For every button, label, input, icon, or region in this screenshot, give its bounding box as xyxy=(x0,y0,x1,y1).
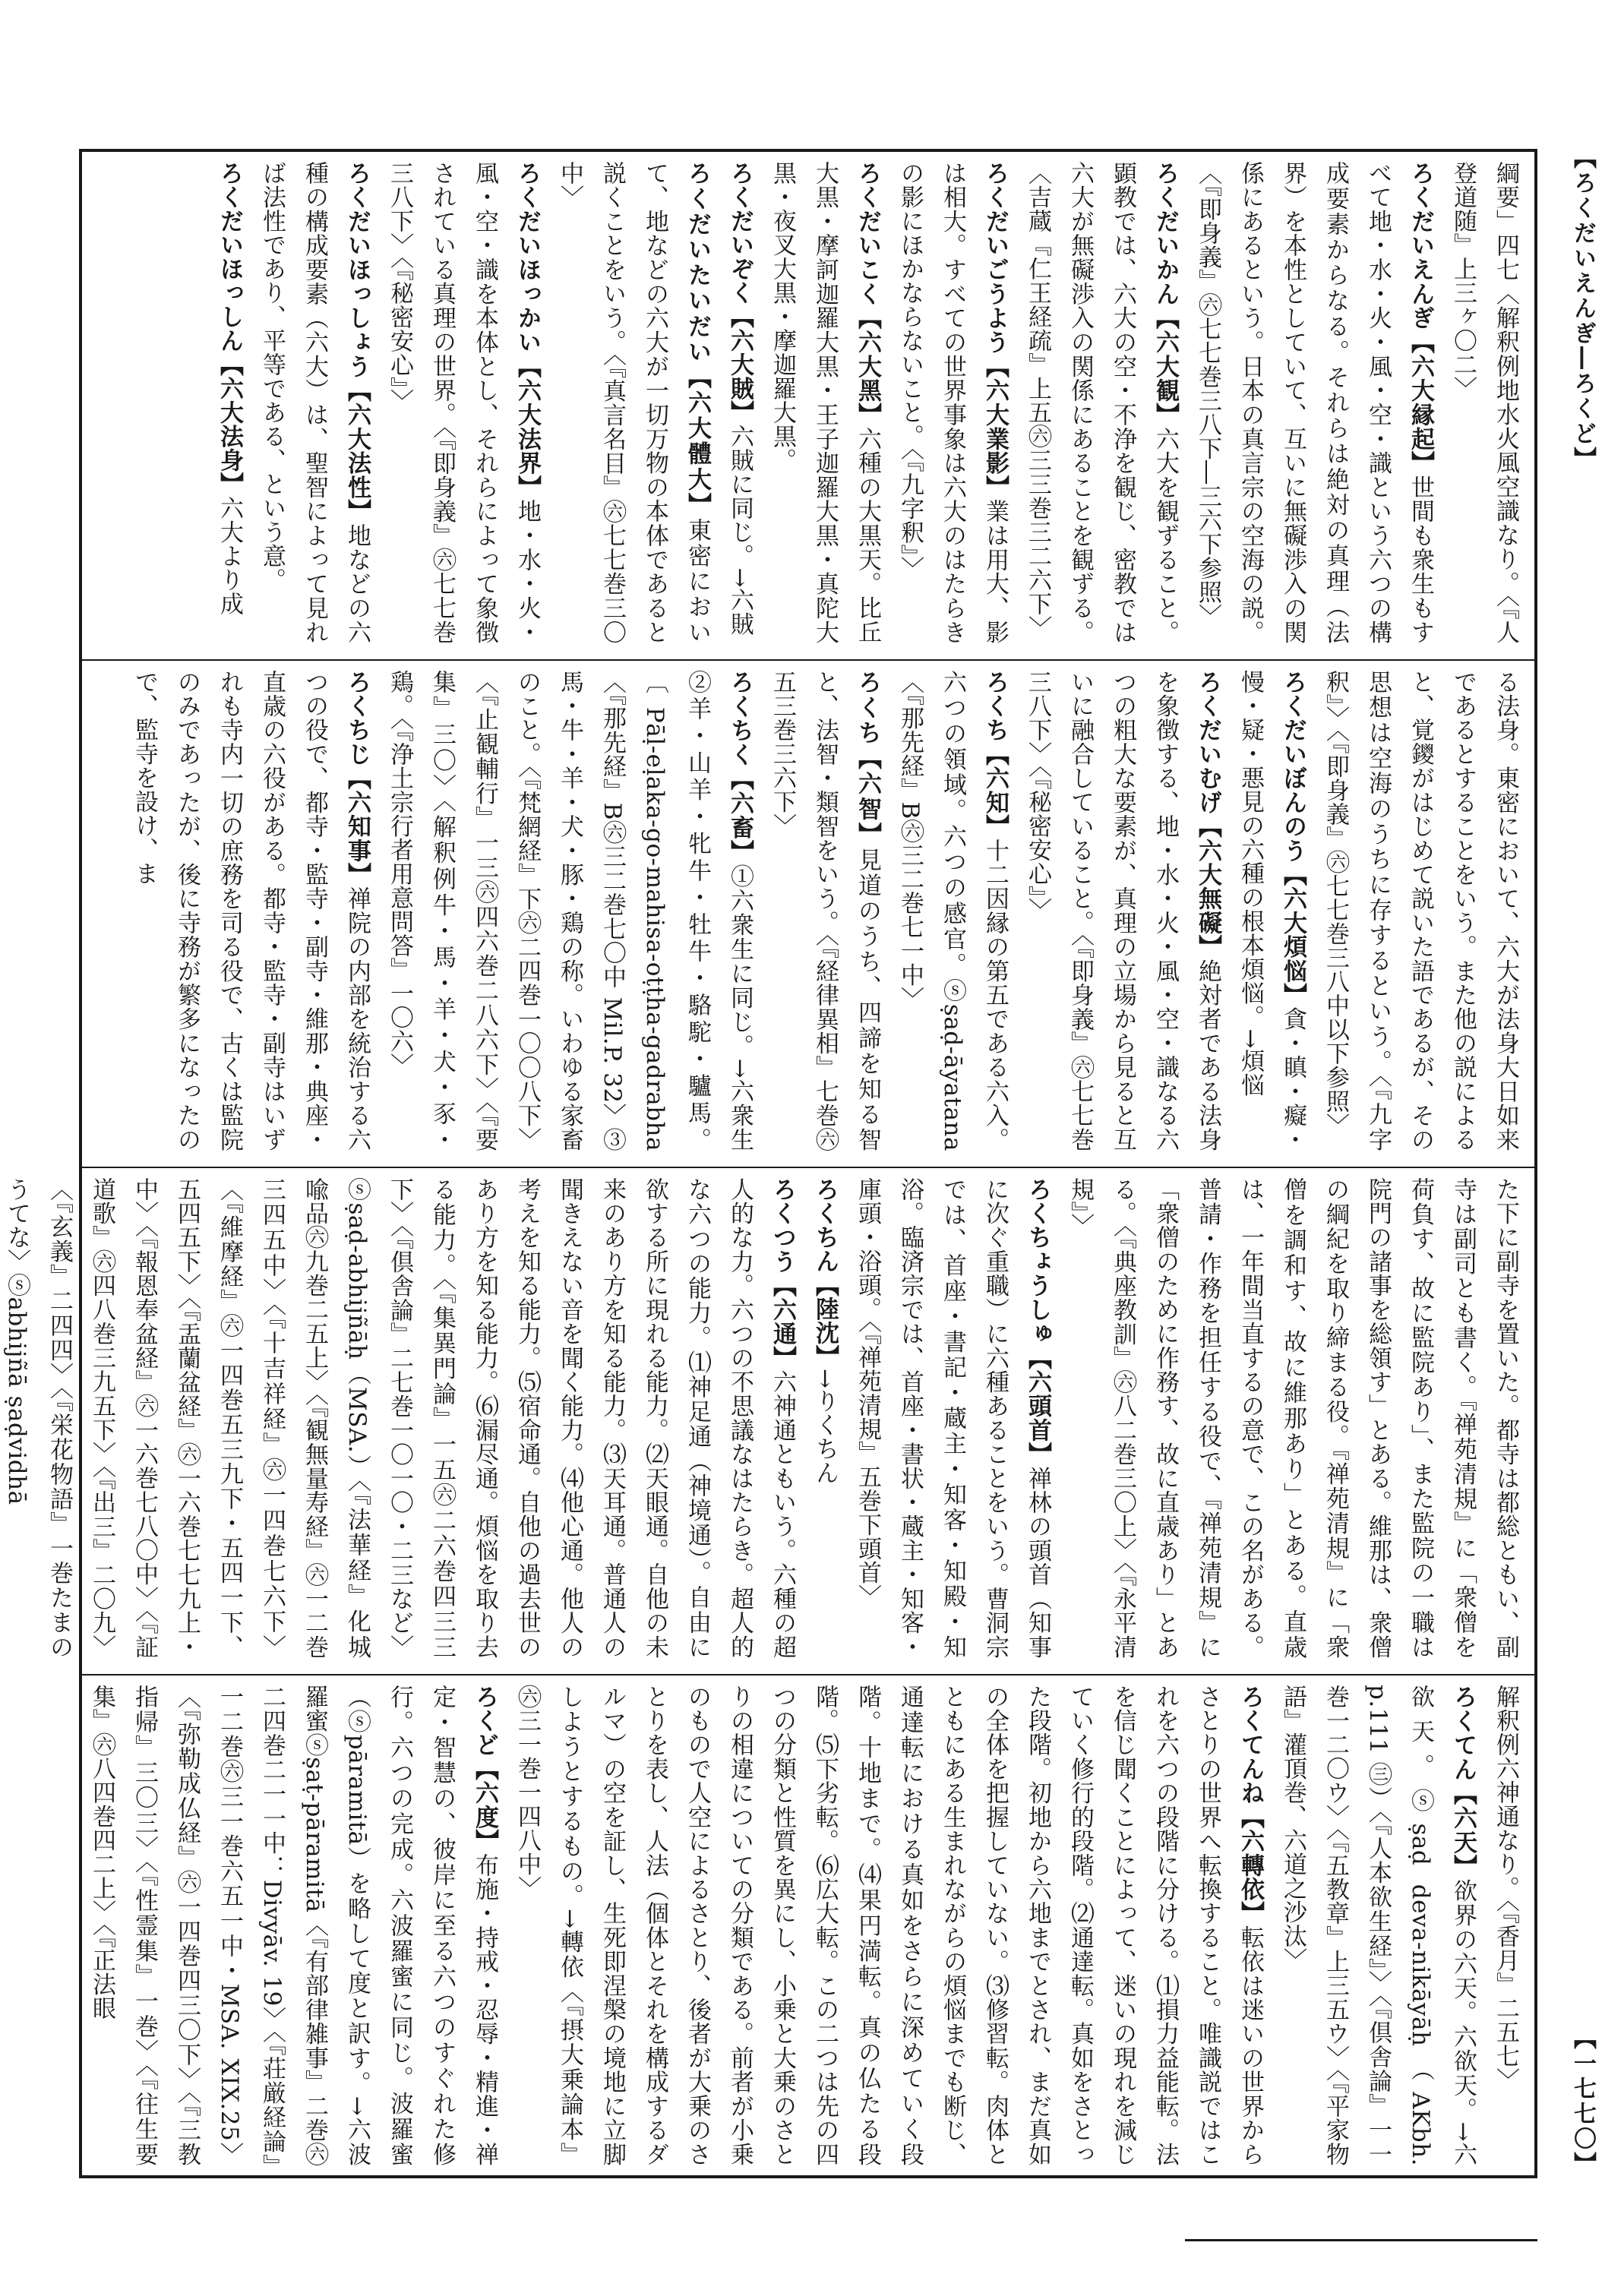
running-title: 【ろくだいえんぎ―ろくど】 xyxy=(1569,146,1596,472)
dictionary-entry xyxy=(1194,161,1434,644)
entry-headword: ろくちん【陸沈】 xyxy=(811,1177,839,1369)
dictionary-entry xyxy=(1024,161,1179,644)
entry-definition: 綱要」四七〈解釈例地水火風空識なり。〈『人登道随』上三ヶ〇二〉 xyxy=(1449,161,1519,644)
entry-headword: ろくつう【六通】 xyxy=(769,1177,796,1370)
entry-headword: ろくだいかん【六大観】 xyxy=(1152,161,1179,427)
band-column xyxy=(90,161,1527,644)
entry-headword: ろくちく【六畜】 xyxy=(726,670,754,864)
entry-definition: 六大を観ずること。顕教では、六大の空・不浄を観じ、密教では六大が無礙渉入の関係にあることを観ずる。〈吉蔵『仁王経疏』上五㊅三三巻三二六下〉 xyxy=(1024,161,1179,645)
dictionary-entry xyxy=(769,161,881,644)
entry-definition: た下に副寺を置いた。都寺は都総ともい、副寺は副司とも書く。『禅苑清規』に「衆僧を荷負す、故に監院あり」、また監院の一職は院門の諸事を総領す」とある。維那は、衆僧の綱紀を取り締まる役。『禅苑清規』に「衆僧を調和す、故に維那あり」とある。直歳は、一年間当直するの意で、この名がある。普請・作務を担任する役で、『禅苑清規』に「衆僧のために作務す、故に直歳あり」とある。〈『典座教訓』㊅八二巻三〇上〉〈『永平清規』〉 xyxy=(1066,1177,1519,1659)
dictionary-entry xyxy=(131,670,371,1151)
dictionary-entry xyxy=(1066,1177,1519,1659)
dictionary-entry xyxy=(896,161,1009,644)
entry-headword: ろくだいたいだい【六大體大】 xyxy=(684,161,711,519)
dictionary-entry xyxy=(3,1177,796,1659)
entry-definition: 地などの六種の構成要素（六大）は、聖智によって見れば法性であり、平等である、という意。 xyxy=(258,161,371,645)
entry-definition: 貪・瞋・癡・慢・疑・悪見の六種の根本煩悩。→煩悩 xyxy=(1237,670,1306,1152)
dictionary-entry xyxy=(726,161,754,636)
entry-definition: 六大より成 xyxy=(216,496,243,616)
entry-definition: 六賊に同じ。→六賊 xyxy=(726,424,754,636)
dictionary-entry xyxy=(216,161,243,616)
dictionary-entry xyxy=(854,1177,1051,1659)
entry-definition: 六種の大黒天。比丘大黒・摩訶迦羅大黒・王子迦羅大黒・真陀大黒・夜叉大黒・摩迦羅大黒。 xyxy=(769,161,881,645)
dictionary-page-frame xyxy=(3,149,1537,2178)
entry-definition: 十二因縁の第五である六入。六つの領域。六つの感官。ⓢṣaḍ-āyatana〈『那先経』B㊅三二巻七一中〉 xyxy=(896,670,1009,1152)
band-column xyxy=(90,670,1527,1151)
dictionary-entry xyxy=(896,670,1009,1151)
entry-definition: 業は用大、影は相大。すべての世界事象は六大のはたらきの影にほかならないこと。〈『九字釈』〉 xyxy=(896,161,1009,645)
entry-headword: ろくち【六知】 xyxy=(981,670,1009,839)
entry-definition: 禅院の内部を統治する六つの役で、都寺・監寺・副寺・維那・典座・直歳の六役がある。都寺・監寺・副寺はいずれも寺内一切の庶務を司る役で、古くは監院のみであったが、後に寺務が繁多になったので、監寺を設け、ま xyxy=(131,670,371,1152)
entry-headword: ろくだいほっかい【六大法界】 xyxy=(513,161,541,500)
entry-headword: ろくだいこく【六大黑】 xyxy=(854,161,881,427)
dictionary-entry xyxy=(1322,670,1519,1151)
entry-headword: ろくちじ【六知事】 xyxy=(343,670,371,887)
dictionary-entry xyxy=(88,1685,498,2166)
entry-definition: 欲界の六天。六欲天。→六欲天。ⓢṣaḍ deva-nikāyāḥ（AKbh. p.111 ㊂）〈『人本欲生経』〉〈『倶舎論』一一巻一二〇ウ〉〈『五教章』上三五ウ〉〈『平家物語』灌頂巻、六道之沙汰〉 xyxy=(1279,1685,1477,2166)
entry-definition: 世間も衆生もすべて地・水・火・風・空・識という六つの構成要素からなる。それらは絶対の真理（法界）を本性としていて、互いに無礙渉入の関係にあるという。日本の真言宗の空海の説。〈『即身義』㊅七七巻三八下―三六下参照〉 xyxy=(1194,161,1434,645)
page-number: 【一七七〇】 xyxy=(1569,2026,1596,2177)
dictionary-entry xyxy=(513,1685,1264,2166)
entry-definition: 布施・持戒・忍辱・精進・禅定・智慧の、彼岸に至る六つのすぐれた修行。六つの完成。六波羅蜜に同じ。波羅蜜（ⓢpāramitā）を略して度と訳す。→六波羅蜜ⓢṣaṭ-pāramitā〈『有部律雑事』二巻㊅二四巻二一一中：Divyāv. 19〉〈『荘厳経論』一二巻㊅三一巻六五一中・MSA. XIX.25〉〈『弥勒成仏経』㊅一四巻四三〇下〉〈『三教指帰』三〇三〉〈『性霊集』一巻〉〈『往生要集』㊅八四巻四二上〉〈『正法眼 xyxy=(88,1685,498,2167)
dictionary-entry xyxy=(258,161,371,644)
entry-headword: ろくだいむげ【六大無礙】 xyxy=(1194,670,1221,959)
dictionary-entry xyxy=(1492,1685,1519,2092)
entry-definition: →りくちん xyxy=(811,1369,839,1485)
entry-headword: ろくだいぼんのう【六大煩悩】 xyxy=(1279,670,1306,1007)
dictionary-entry xyxy=(1279,1685,1477,2166)
band-column xyxy=(90,1685,1527,2166)
dictionary-entry xyxy=(811,1177,839,1484)
entry-headword: ろくど【六度】 xyxy=(471,1685,498,1853)
dictionary-entry xyxy=(556,161,711,644)
text-band-2 xyxy=(82,659,1534,1158)
text-band-1 xyxy=(82,152,1534,650)
entry-headword: ろくだいごうよう【六大業影】 xyxy=(981,161,1009,500)
entry-headword: ろくだいえんぎ【六大縁起】 xyxy=(1407,161,1434,475)
entry-definition: ①六衆生に同じ。→六衆生 ②羊・山羊・牝牛・牡牛・駱駝・驢馬。〔Pāḷ-eḷaka-go-mahisa-oṭṭha-gadrabha〈『那先経』B㊅三二巻七〇中 Mil.P. 32〉③馬・牛・羊・犬・豚・鶏の称。いわゆる家畜のこと。〈『梵網経』下㊅二四巻一〇〇八下〉〈『止観輔行』一三㊅四六巻二八六下〉〈『要集』三〇〉〈解釈例牛・馬・羊・犬・豕・鶏。〈『浄土宗行者用意問答』一〇六〉 xyxy=(386,670,754,1151)
entry-definition: 六神通ともいう。六種の超人的な力。六つの不思議なはたらき。超人的な六つの能力。⑴神足通（神境通）。自由に欲する所に現れる能力。⑵天眼通。自他の未来のあり方を知る能力。⑶天耳通。普通人の聞きえない音を聞く能力。⑷他心通。他人の考えを知る能力。⑸宿命通。自他の過去世のあり方を知る能力。⑹漏尽通。煩悩を取り去る能力。〈『集異門論』一五㊅二六巻四三三下〉〈『倶舎論』二七巻一〇一〇・二三など〉ⓢṣaḍ-abhijñāḥ（MSA.）〈『法華経』化城喩品㊅九巻二五上〉〈『観無量寿経』㊅一二巻三四五中〉〈『十吉祥経』㊅一四巻七六下〉〈『維摩経』㊅一四巻五三九下・五四一下、五四五下〉〈『盂蘭盆経』㊅一六巻七七九上・中〉〈『報恩奉盆経』㊅一六巻七八〇中〉〈『証道歌』㊅四八巻三九五下〉〈『出三』二〇九〉〈『玄義』二四四〉〈『栄花物語』一巻たまのうてな〉ⓢabhijñā ṣaḍvidhā xyxy=(3,1177,796,1660)
entry-definition: る法身。東密において、六大が法身大日如来であるとすることをいう。また他の説によると、覚鑁がはじめて説いた語であるが、その思想は空海のうちに存するという。〈『九字釈』〉〈『即身義』㊅七七巻三八中以下参照〉 xyxy=(1322,670,1519,1151)
text-band-3 xyxy=(3,1167,1534,1665)
entry-headword: ろくだいぞく【六大賊】 xyxy=(726,161,754,425)
dictionary-entry xyxy=(1024,670,1221,1151)
dictionary-entry xyxy=(769,670,881,1151)
entry-headword: ろくち【六智】 xyxy=(854,670,881,848)
dictionary-entry xyxy=(386,670,754,1151)
dictionary-entry xyxy=(386,161,541,644)
text-band-4 xyxy=(82,1674,1534,2172)
entry-definition: 禅林の頭首（知事に次ぐ重職）に六種あることをいう。曹洞宗では、首座・書記・蔵主・知客・知殿・知浴。臨済宗では、首座・書状・蔵主・知客・庫頭・浴頭。〈『禅苑清規』五巻下頭首〉 xyxy=(854,1177,1051,1660)
entry-definition: 東密において、地などの六大が一切万物の本体であると説くことをいう。〈『真言名目』㊅七七巻三〇中〉 xyxy=(556,161,711,645)
entry-definition: 見道のうち、四諦を知る智と、法智・類智をいう。〈『経律異相』七巻㊅五三巻三六下〉 xyxy=(769,670,881,1152)
band-column xyxy=(3,1177,1527,1660)
entry-headword: ろくだいほっしょう【六大法性】 xyxy=(343,161,371,524)
entry-headword: ろくだいほっしん【六大法身】 xyxy=(216,161,243,496)
entry-headword: ろくちょうしゅ【六頭首】 xyxy=(1024,1177,1051,1467)
entry-definition: 絶対者である法身を象徴する、地・水・火・風・空・識なる六つの粗大な要素が、真理の立場から見ると互いに融合していること。〈『即身義』㊅七七巻三八下〉〈『秘密安心』〉 xyxy=(1024,670,1221,1152)
entry-headword: ろくてん【六天】 xyxy=(1449,1685,1477,1879)
entry-definition: 転依は迷いの世界からさとりの世界へ転換すること。唯識説ではこれを六つの段階に分ける。⑴損力益能転。法を信じ聞くことによって、迷いの現れを減じていく修行的段階。⑵通達転。真如をさとった段階。初地から六地までとされ、まだ真如の全体を把握していない。⑶修習転。肉体とともにある生まれながらの煩悩までも断じ、通達転における真如をさらに深めていく段階。十地まで。⑷果円満転。真の仏たる段階。⑸下劣転。⑹広大転。この二つは先の四つの分類と性質を異にし、小乗と大乗のさとりの相違についての分類である。前者が小乗のもので人空によるさとり、後者が大乗のさとりを表し、人法（個体とそれを構成するダルマ）の空を証し、生死即涅槃の境地に立脚しようとするもの。→轉依〈『摂大乗論本』㊅三一巻一四八中〉 xyxy=(513,1685,1264,2167)
dictionary-entry xyxy=(1449,161,1519,644)
dictionary-entry xyxy=(1237,670,1306,1151)
entry-definition: 地・水・火・風・空・識を本体とし、それらによって象徴されている真理の世界。〈『即身義』㊅七七巻三八下〉〈『秘密安心』〉 xyxy=(386,161,541,645)
entry-headword: ろくてんね【六轉依】 xyxy=(1237,1685,1264,1926)
footer-rule xyxy=(1185,2239,1537,2241)
entry-definition: 解釈例六神通なり。〈『香月』二五七〉 xyxy=(1492,1685,1519,2092)
